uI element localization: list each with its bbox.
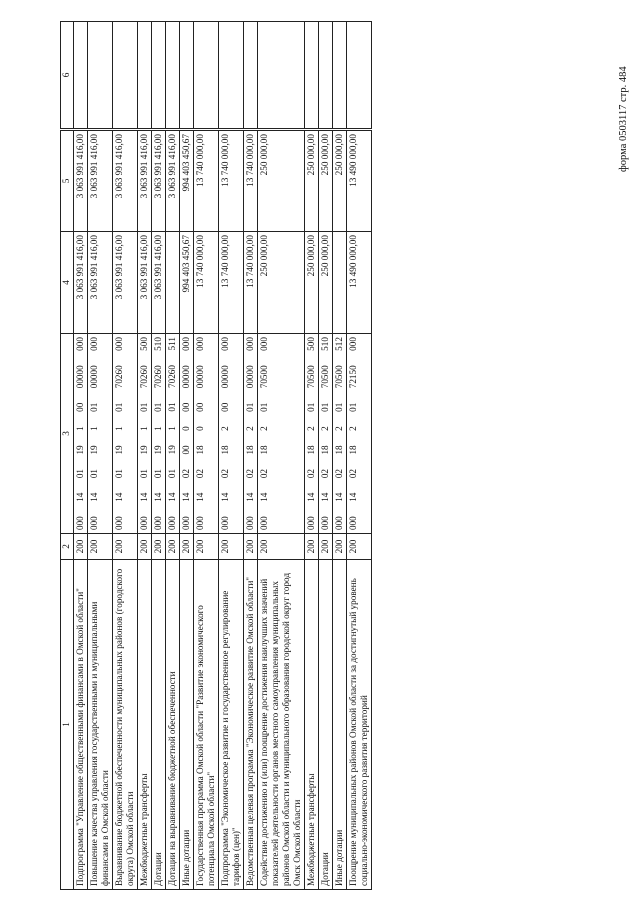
kbk-segment: 01 <box>89 468 99 479</box>
kbk-segment: 510 <box>153 337 163 351</box>
kbk-segment: 500 <box>306 337 316 351</box>
line-code-cell: 200 <box>138 534 152 560</box>
kbk-segment: 000 <box>167 516 177 530</box>
approved-amount-cell: 13 740 000,00 <box>194 232 219 334</box>
kbk-segment: 00 <box>220 402 230 412</box>
line-code-cell: 200 <box>333 534 347 560</box>
executed-amount-cell: 13 740 000,00 <box>244 130 258 232</box>
kbk-segment: 1 <box>153 426 163 431</box>
kbk-segment: 0 <box>195 426 205 431</box>
row-name-cell: Подпрограмма "Экономическое развитие и государственное регулирование тарифов (цен)" <box>219 560 244 890</box>
approved-amount-cell: 3 063 991 416,00 <box>88 232 113 334</box>
kbk-segment: 000 <box>181 516 191 530</box>
kbk-segment: 00 <box>181 402 191 412</box>
unexecuted-amount-cell <box>305 22 319 130</box>
unexecuted-amount-cell <box>166 22 180 130</box>
unexecuted-amount-cell <box>180 22 194 130</box>
table-row <box>347 22 372 890</box>
executed-amount-cell: 250 000,00 <box>333 130 347 232</box>
kbk-segments <box>259 337 270 530</box>
kbk-segments <box>181 337 192 530</box>
column-header-5: 5 <box>61 130 74 232</box>
budget-classification-code-cell <box>74 334 88 534</box>
kbk-segment: 18 <box>195 445 205 455</box>
kbk-segment: 18 <box>306 445 316 455</box>
approved-amount-cell: 13 740 000,00 <box>219 232 244 334</box>
kbk-segment: 14 <box>114 492 124 502</box>
executed-amount-cell: 13 490 000,00 <box>347 130 372 232</box>
kbk-segments <box>167 337 178 530</box>
executed-amount-cell: 13 740 000,00 <box>219 130 244 232</box>
executed-amount-cell: 250 000,00 <box>258 130 305 232</box>
approved-amount-cell: 13 490 000,00 <box>347 232 372 334</box>
kbk-segment: 19 <box>167 445 177 455</box>
kbk-segment: 70260 <box>139 365 149 389</box>
executed-amount-cell: 3 063 991 416,00 <box>88 130 113 232</box>
unexecuted-amount-cell <box>152 22 166 130</box>
approved-amount-cell: 13 740 000,00 <box>244 232 258 334</box>
approved-amount-cell: 3 063 991 416,00 <box>113 232 138 334</box>
kbk-segment: 01 <box>114 468 124 479</box>
kbk-segment: 70500 <box>259 365 269 389</box>
kbk-segment: 01 <box>114 402 124 412</box>
kbk-segment: 000 <box>153 516 163 530</box>
kbk-segment: 02 <box>195 468 205 479</box>
kbk-segment: 0 <box>181 426 191 431</box>
approved-amount-cell: 3 063 991 416,00 <box>138 232 152 334</box>
executed-amount-cell: 250 000,00 <box>319 130 333 232</box>
unexecuted-amount-cell <box>74 22 88 130</box>
kbk-segment: 18 <box>220 445 230 455</box>
approved-amount-cell <box>166 232 180 334</box>
unexecuted-amount-cell <box>244 22 258 130</box>
table-row <box>305 22 319 890</box>
kbk-segment: 01 <box>306 402 316 412</box>
table-row <box>88 22 113 890</box>
kbk-segment: 000 <box>245 516 255 530</box>
kbk-segment: 02 <box>220 468 230 479</box>
kbk-segment: 000 <box>306 516 316 530</box>
kbk-segment: 00 <box>181 445 191 455</box>
executed-amount-cell: 994 403 450,67 <box>180 130 194 232</box>
kbk-segment: 01 <box>153 402 163 412</box>
kbk-segment: 00000 <box>195 365 205 389</box>
table-row <box>138 22 152 890</box>
kbk-segment: 70500 <box>306 365 316 389</box>
row-name-cell: Ведомственная целевая программа "Экономическое развитие Омской области" <box>244 560 258 890</box>
budget-classification-code-cell <box>180 334 194 534</box>
kbk-segment: 00000 <box>220 365 230 389</box>
kbk-segment: 70260 <box>153 365 163 389</box>
kbk-segment: 2 <box>245 426 255 431</box>
kbk-segment: 01 <box>259 402 269 412</box>
kbk-segment: 01 <box>139 468 149 479</box>
kbk-segment: 000 <box>195 516 205 530</box>
row-name-cell: Иные дотации <box>333 560 347 890</box>
kbk-segment: 14 <box>220 492 230 502</box>
kbk-segment: 02 <box>348 468 358 479</box>
kbk-segment: 70260 <box>167 365 177 388</box>
kbk-segment: 01 <box>320 402 330 412</box>
column-header-6: 6 <box>61 22 74 130</box>
kbk-segment: 14 <box>348 492 358 502</box>
column-header-3: 3 <box>61 334 74 534</box>
kbk-segment: 500 <box>139 337 149 351</box>
executed-amount-cell: 3 063 991 416,00 <box>152 130 166 232</box>
kbk-segment: 18 <box>320 445 330 455</box>
kbk-segment: 1 <box>89 426 99 431</box>
row-name-cell: Дотации <box>152 560 166 890</box>
kbk-segment: 19 <box>139 445 149 455</box>
table-row <box>319 22 333 890</box>
budget-classification-code-cell <box>166 334 180 534</box>
kbk-segment: 14 <box>245 492 255 502</box>
table-body <box>74 22 372 890</box>
row-name-cell: Поощрение муниципальных районов Омской области за достигнутый уровень социально-экономического развития территорий <box>347 560 372 890</box>
kbk-segment: 2 <box>306 426 316 431</box>
kbk-segment: 00 <box>75 402 85 412</box>
kbk-segment: 18 <box>259 445 269 455</box>
kbk-segment: 19 <box>75 445 85 455</box>
kbk-segment: 000 <box>320 516 330 530</box>
kbk-segments <box>89 337 100 530</box>
kbk-segment: 02 <box>334 468 344 479</box>
kbk-segment: 510 <box>320 337 330 351</box>
table-row <box>152 22 166 890</box>
table-row <box>244 22 258 890</box>
kbk-segment: 14 <box>259 492 269 502</box>
kbk-segment: 01 <box>167 402 177 412</box>
kbk-segment: 14 <box>181 492 191 502</box>
row-name-cell: Иные дотации <box>180 560 194 890</box>
kbk-segments <box>220 337 231 530</box>
kbk-segment: 1 <box>75 426 85 431</box>
approved-amount-cell <box>333 232 347 334</box>
kbk-segment: 01 <box>89 402 99 412</box>
executed-amount-cell: 3 063 991 416,00 <box>138 130 152 232</box>
kbk-segment: 19 <box>89 445 99 455</box>
column-header-4: 4 <box>61 232 74 334</box>
budget-classification-code-cell <box>152 334 166 534</box>
kbk-segment: 02 <box>306 468 316 479</box>
kbk-segment: 02 <box>320 468 330 479</box>
approved-amount-cell: 994 403 450,67 <box>180 232 194 334</box>
budget-classification-code-cell <box>305 334 319 534</box>
row-name-cell: Межбюджетные трансферты <box>305 560 319 890</box>
kbk-segments <box>334 337 345 530</box>
kbk-segment: 000 <box>75 516 85 530</box>
executed-amount-cell: 13 740 000,00 <box>194 130 219 232</box>
line-code-cell: 200 <box>347 534 372 560</box>
row-name-cell: Повышение качества управления государственными и муниципальными финансами в Омской области <box>88 560 113 890</box>
kbk-segments <box>348 337 359 530</box>
kbk-segment: 000 <box>139 516 149 530</box>
unexecuted-amount-cell <box>219 22 244 130</box>
unexecuted-amount-cell <box>258 22 305 130</box>
budget-classification-code-cell <box>88 334 113 534</box>
kbk-segment: 000 <box>89 337 99 351</box>
executed-amount-cell: 3 063 991 416,00 <box>74 130 88 232</box>
executed-amount-cell: 250 000,00 <box>305 130 319 232</box>
kbk-segment: 19 <box>153 445 163 455</box>
kbk-segments <box>114 337 125 530</box>
line-code-cell: 200 <box>74 534 88 560</box>
column-header-1: 1 <box>61 560 74 890</box>
kbk-segment: 1 <box>114 426 124 431</box>
kbk-segments <box>320 337 331 530</box>
budget-classification-code-cell <box>333 334 347 534</box>
table-row <box>166 22 180 890</box>
kbk-segment: 00000 <box>89 365 99 389</box>
row-name-cell: Подпрограмма "Управление общественными финансами в Омской области" <box>74 560 88 890</box>
kbk-segment: 000 <box>348 337 358 351</box>
kbk-segments <box>75 337 86 530</box>
executed-amount-cell: 3 063 991 416,00 <box>113 130 138 232</box>
kbk-segment: 01 <box>348 402 358 412</box>
line-code-cell: 200 <box>166 534 180 560</box>
kbk-segment: 70260 <box>114 365 124 389</box>
kbk-segment: 000 <box>89 516 99 530</box>
kbk-segment: 01 <box>139 402 149 412</box>
line-code-cell: 200 <box>319 534 333 560</box>
kbk-segments <box>195 337 206 530</box>
kbk-segment: 14 <box>139 492 149 502</box>
unexecuted-amount-cell <box>138 22 152 130</box>
executed-amount-cell: 3 063 991 416,00 <box>166 130 180 232</box>
kbk-segment: 18 <box>348 445 358 455</box>
unexecuted-amount-cell <box>194 22 219 130</box>
row-name-cell: Межбюджетные трансферты <box>138 560 152 890</box>
kbk-segment: 14 <box>75 492 85 502</box>
kbk-segment: 000 <box>220 516 230 530</box>
kbk-segment: 14 <box>320 492 330 502</box>
line-code-cell: 200 <box>194 534 219 560</box>
table-row <box>258 22 305 890</box>
kbk-segment: 000 <box>259 516 269 530</box>
kbk-segment: 14 <box>89 492 99 502</box>
line-code-cell: 200 <box>305 534 319 560</box>
kbk-segment: 70500 <box>320 365 330 389</box>
budget-classification-code-cell <box>138 334 152 534</box>
kbk-segment: 2 <box>348 426 358 431</box>
line-code-cell: 200 <box>258 534 305 560</box>
budget-classification-code-cell <box>244 334 258 534</box>
kbk-segment: 000 <box>114 337 124 351</box>
kbk-segment: 000 <box>334 516 344 530</box>
kbk-segment: 000 <box>348 516 358 530</box>
line-code-cell: 200 <box>244 534 258 560</box>
table-row <box>333 22 347 890</box>
column-number-row <box>61 22 74 890</box>
row-name-cell: Выравнивание бюджетной обеспеченности муниципальных районов (городского округа) Омской области <box>113 560 138 890</box>
kbk-segment: 02 <box>259 468 269 479</box>
budget-classification-code-cell <box>258 334 305 534</box>
kbk-segment: 2 <box>320 426 330 431</box>
kbk-segment: 000 <box>245 337 255 351</box>
kbk-segment: 01 <box>167 468 177 479</box>
row-name-cell: Государственная программа Омской области "Развитие экономического потенциала Омской области" <box>194 560 219 890</box>
approved-amount-cell: 250 000,00 <box>319 232 333 334</box>
kbk-segment: 01 <box>153 468 163 479</box>
kbk-segment: 01 <box>334 402 344 412</box>
row-name-cell: Содействие достижению и (или) поощрение достижения наилучших значений показателей деятельности органов местного самоуправления муниципальных районов Омской области и муниципального образования городской округ город Омск Омской области <box>258 560 305 890</box>
kbk-segment: 02 <box>245 468 255 479</box>
kbk-segment: 14 <box>334 492 344 502</box>
kbk-segments <box>245 337 256 530</box>
line-code-cell: 200 <box>113 534 138 560</box>
budget-classification-code-cell <box>113 334 138 534</box>
kbk-segment: 511 <box>167 337 177 351</box>
kbk-segment: 2 <box>259 426 269 431</box>
kbk-segment: 00 <box>195 402 205 412</box>
kbk-segment: 000 <box>75 337 85 351</box>
kbk-segment: 01 <box>75 468 85 479</box>
kbk-segment: 000 <box>181 337 191 351</box>
kbk-segments <box>153 337 164 530</box>
table-row <box>74 22 88 890</box>
budget-classification-code-cell <box>194 334 219 534</box>
table-row <box>194 22 219 890</box>
kbk-segment: 14 <box>167 492 177 502</box>
kbk-segment: 18 <box>334 445 344 455</box>
kbk-segment: 14 <box>153 492 163 502</box>
unexecuted-amount-cell <box>113 22 138 130</box>
kbk-segment: 14 <box>306 492 316 502</box>
table-row <box>219 22 244 890</box>
unexecuted-amount-cell <box>347 22 372 130</box>
kbk-segment: 72150 <box>348 365 358 389</box>
kbk-segment: 000 <box>259 337 269 351</box>
kbk-segment: 00000 <box>245 365 255 389</box>
approved-amount-cell: 3 063 991 416,00 <box>152 232 166 334</box>
approved-amount-cell: 250 000,00 <box>305 232 319 334</box>
unexecuted-amount-cell <box>333 22 347 130</box>
table-row <box>113 22 138 890</box>
kbk-segments <box>139 337 150 530</box>
kbk-segment: 19 <box>114 445 124 455</box>
kbk-segment: 01 <box>245 402 255 412</box>
rotated-report-sheet <box>60 22 608 890</box>
budget-execution-table <box>60 21 372 890</box>
line-code-cell: 200 <box>219 534 244 560</box>
kbk-segment: 000 <box>114 516 124 530</box>
budget-classification-code-cell <box>347 334 372 534</box>
kbk-segment: 00000 <box>181 365 191 389</box>
kbk-segments <box>306 337 317 530</box>
row-name-cell: Дотации <box>319 560 333 890</box>
kbk-segment: 2 <box>334 426 344 431</box>
kbk-segment: 02 <box>181 468 191 479</box>
kbk-segment: 18 <box>245 445 255 455</box>
unexecuted-amount-cell <box>88 22 113 130</box>
column-header-2: 2 <box>61 534 74 560</box>
kbk-segment: 1 <box>167 426 177 431</box>
unexecuted-amount-cell <box>319 22 333 130</box>
kbk-segment: 1 <box>139 426 149 431</box>
budget-classification-code-cell <box>319 334 333 534</box>
kbk-segment: 00000 <box>75 365 85 389</box>
line-code-cell: 200 <box>152 534 166 560</box>
line-code-cell: 200 <box>180 534 194 560</box>
kbk-segment: 14 <box>195 492 205 502</box>
row-name-cell: Дотации на выравнивание бюджетной обеспеченности <box>166 560 180 890</box>
kbk-segment: 000 <box>195 337 205 351</box>
kbk-segment: 512 <box>334 337 344 351</box>
budget-classification-code-cell <box>219 334 244 534</box>
table-row <box>180 22 194 890</box>
form-number-label: форма 0503117 стр. 484 <box>618 66 629 172</box>
page-header <box>612 12 632 172</box>
line-code-cell: 200 <box>88 534 113 560</box>
approved-amount-cell: 250 000,00 <box>258 232 305 334</box>
kbk-segment: 000 <box>220 337 230 351</box>
approved-amount-cell: 3 063 991 416,00 <box>74 232 88 334</box>
kbk-segment: 2 <box>220 426 230 431</box>
kbk-segment: 70500 <box>334 365 344 389</box>
